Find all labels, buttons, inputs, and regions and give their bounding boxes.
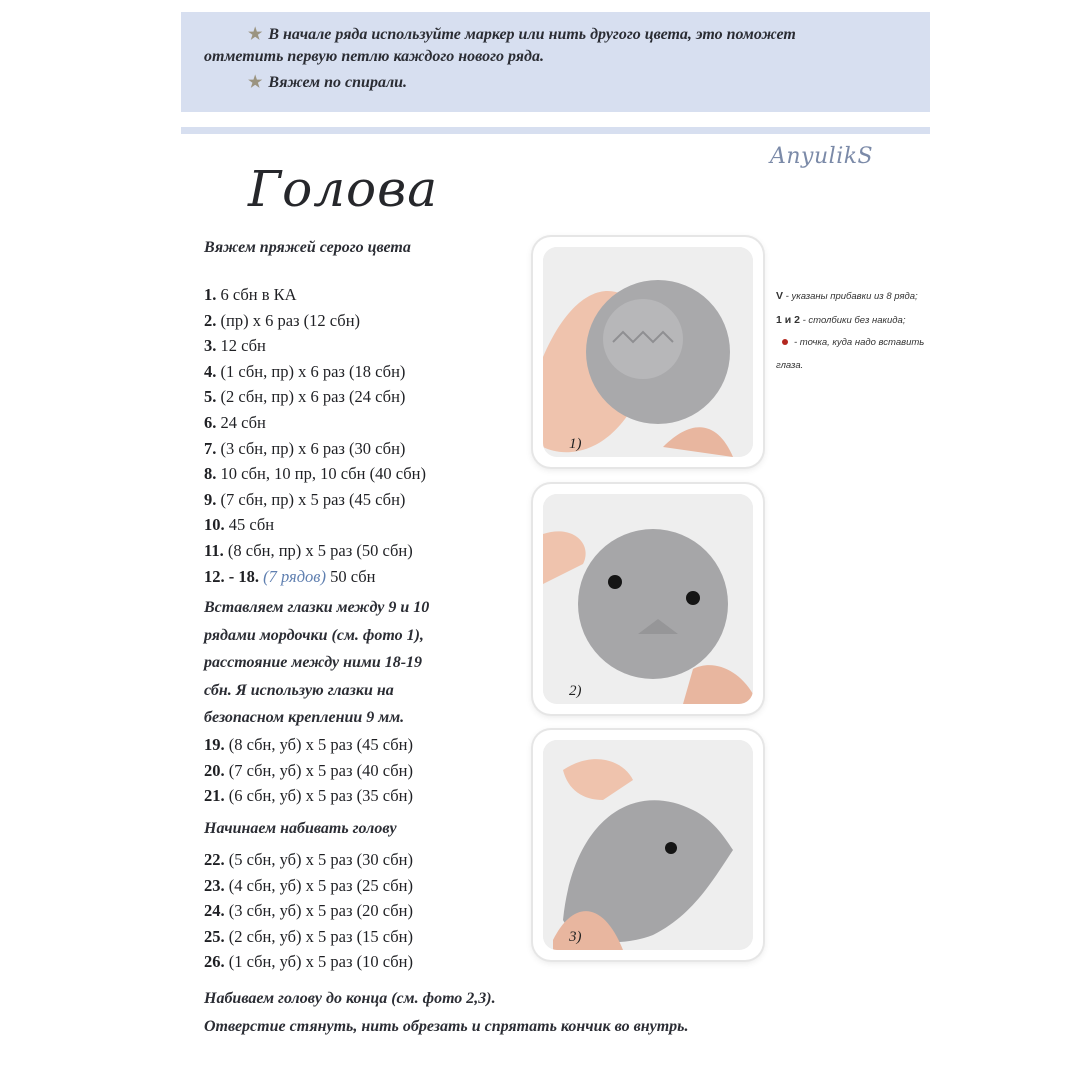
row-text: 10 сбн, 10 пр, 10 сбн (40 сбн)	[216, 464, 426, 484]
row-text: 6 сбн в КА	[216, 285, 297, 304]
pattern-row	[204, 333, 426, 359]
row-text: (7 сбн, уб) х 5 раз (40 сбн)	[224, 760, 413, 780]
pattern-row	[204, 758, 413, 784]
legend-v: V - указаны прибавки из 8 ряда;	[776, 290, 918, 302]
final-instructions	[204, 985, 689, 1040]
pattern-row	[204, 461, 426, 487]
row-number: 8.	[204, 464, 217, 484]
row-text: (4 сбн, уб) х 5 раз (25 сбн)	[224, 875, 413, 895]
stuffing-note: Начинаем набивать голову	[204, 820, 397, 837]
photo-1-label: 1)	[569, 436, 582, 452]
pattern-row	[204, 436, 426, 462]
row-number: 12. - 18.	[204, 566, 264, 586]
row-number: 26.	[204, 952, 225, 972]
pattern-row	[204, 949, 413, 975]
row-number: 10.	[204, 515, 225, 535]
row-number: 22.	[204, 850, 225, 869]
rows-list-b	[204, 732, 413, 809]
row-text: (2 сбн, уб) х 5 раз (15 сбн)	[224, 926, 413, 946]
row-text: (2 сбн, пр) х 6 раз (24 сбн)	[216, 387, 406, 407]
photo-2	[533, 484, 763, 714]
pattern-row	[204, 512, 426, 538]
row-number: 24.	[204, 901, 225, 921]
page-title: Голова	[248, 160, 439, 218]
pattern-row	[204, 308, 426, 334]
photo-1	[533, 237, 763, 467]
pattern-row	[204, 384, 426, 410]
crochet-hedgehog-image	[543, 740, 753, 950]
pattern-row	[204, 847, 413, 873]
pattern-row	[204, 873, 413, 899]
note-line-3: ★ Вяжем по спирали.	[248, 74, 408, 91]
row-text: (6 сбн, уб) х 5 раз (35 сбн)	[224, 786, 413, 806]
pattern-row	[204, 538, 426, 564]
row-number: 5.	[204, 387, 217, 407]
row-text: 12 сбн	[216, 336, 266, 356]
star-icon: ★	[248, 26, 263, 43]
paragraph-line: Набиваем голову до конца (см. фото 2,3).	[204, 990, 496, 1007]
row-highlight: (7 рядов)	[263, 566, 326, 586]
paragraph-line: безопасном креплении 9 мм.	[204, 709, 405, 726]
row-text: 45 сбн	[224, 515, 275, 535]
row-text: (1 сбн, пр) х 6 раз (18 сбн)	[216, 361, 406, 381]
row-text: (3 сбн, уб) х 5 раз (20 сбн)	[224, 901, 413, 921]
row-text: (3 сбн, пр) х 6 раз (30 сбн)	[216, 438, 406, 458]
photo-2-image	[543, 494, 753, 704]
row-text: (8 сбн, уб) х 5 раз (45 сбн)	[224, 735, 413, 754]
pattern-row	[204, 924, 413, 950]
row-text: (5 сбн, уб) х 5 раз (30 сбн)	[224, 850, 413, 869]
paragraph-line: сбн. Я использую глазки на	[204, 681, 394, 699]
row-text: (7 сбн, пр) х 5 раз (45 сбн)	[216, 489, 406, 509]
row-text: (8 сбн, пр) х 5 раз (50 сбн)	[223, 540, 413, 560]
row-number: 11.	[204, 540, 224, 560]
row-number: 6.	[204, 412, 217, 432]
rows-list-a	[204, 282, 426, 589]
paragraph-line: Вставляем глазки между 9 и 10	[204, 599, 430, 616]
photo-1-image	[543, 247, 753, 457]
row-number: 3.	[204, 336, 217, 356]
legend	[776, 285, 926, 377]
pattern-row	[204, 410, 426, 436]
row-number: 20.	[204, 760, 225, 780]
paragraph-line: рядами мордочки (см. фото 1),	[204, 626, 424, 644]
pattern-row	[204, 732, 413, 758]
eyes-instructions	[204, 594, 429, 732]
pattern-row	[204, 564, 426, 590]
signature: AnyulikS	[770, 144, 874, 169]
photo-3-label: 3)	[569, 929, 582, 945]
photo-3	[533, 730, 763, 960]
row-number: 1.	[204, 285, 217, 304]
crochet-head-image	[543, 494, 753, 704]
red-dot-icon	[782, 339, 788, 345]
pattern-row	[204, 359, 426, 385]
pattern-row	[204, 487, 426, 513]
row-text: (пр) х 6 раз (12 сбн)	[216, 310, 361, 330]
pattern-row	[204, 282, 426, 308]
row-text: 50 сбн	[325, 566, 376, 586]
row-number: 9.	[204, 489, 217, 509]
pattern-row	[204, 783, 413, 809]
note-line-1: ★ В начале ряда используйте маркер или нить другого цвета, это поможет	[248, 26, 796, 43]
rows-list-c	[204, 847, 413, 975]
pattern-row	[204, 898, 413, 924]
photo-2-label: 2)	[569, 683, 582, 699]
divider-bar	[181, 127, 930, 134]
row-text: (1 сбн, уб) х 5 раз (10 сбн)	[224, 952, 413, 972]
photo-3-image	[543, 740, 753, 950]
paragraph-line: расстояние между ними 18-19	[204, 654, 423, 671]
row-number: 4.	[204, 361, 217, 381]
row-number: 2.	[204, 310, 217, 330]
subtitle: Вяжем пряжей серого цвета	[204, 239, 411, 256]
row-text: 24 сбн	[216, 412, 266, 432]
note-line-2: отметить первую петлю каждого нового ряда.	[204, 48, 544, 65]
paragraph-line: Отверстие стянуть, нить обрезать и спрятать кончик во внутрь.	[204, 1017, 689, 1035]
star-icon: ★	[248, 74, 263, 91]
row-number: 7.	[204, 438, 217, 458]
legend-numbers: 1 и 2 - столбики без накида;	[776, 313, 906, 326]
row-number: 21.	[204, 786, 225, 806]
row-number: 19.	[204, 735, 225, 754]
legend-dot: - точка, куда надо вставить глаза.	[776, 337, 925, 371]
row-number: 23.	[204, 875, 225, 895]
row-number: 25.	[204, 926, 225, 946]
crochet-ball-image	[543, 247, 753, 457]
